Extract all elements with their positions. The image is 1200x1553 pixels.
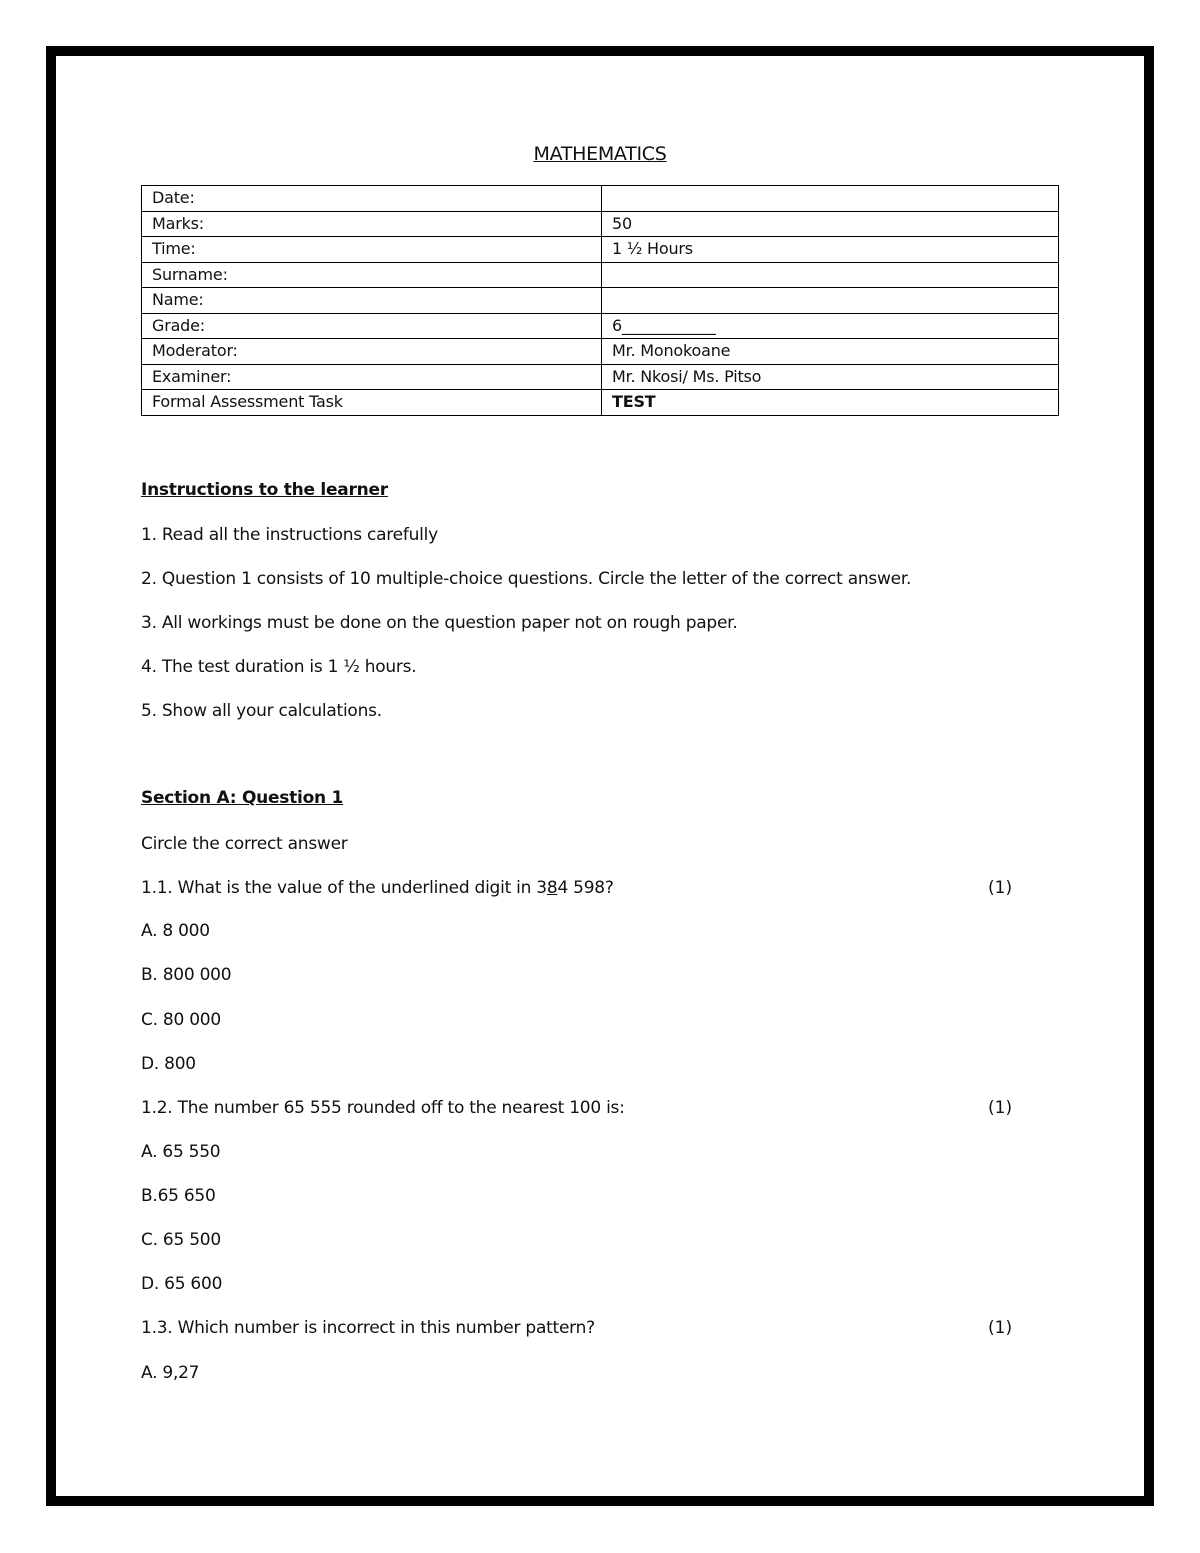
- surname-value: [602, 262, 1059, 288]
- answer-option: B.65 650: [141, 1186, 216, 1206]
- instructions-heading: Instructions to the learner: [141, 480, 388, 500]
- question-1-2: 1.2. The number 65 555 rounded off to the nearest 100 is:: [141, 1098, 625, 1118]
- name-value: [602, 288, 1059, 314]
- page-title: MATHEMATICS: [533, 143, 667, 165]
- answer-option: A. 65 550: [141, 1142, 221, 1162]
- question-text-end: 4 598?: [557, 878, 614, 898]
- question-1-3: 1.3. Which number is incorrect in this number pattern?: [141, 1318, 595, 1338]
- instruction-item: 2. Question 1 consists of 10 multiple-choice questions. Circle the letter of the correct answer.: [141, 569, 912, 589]
- question-marks: (1): [988, 878, 1013, 898]
- marks-value: 50: [602, 211, 1059, 237]
- table-row: [142, 364, 1059, 390]
- surname-label: Surname:: [142, 262, 602, 288]
- question-1-1: [141, 878, 614, 898]
- answer-option: C. 65 500: [141, 1230, 221, 1250]
- table-row: [142, 186, 1059, 212]
- task-label: Formal Assessment Task: [142, 390, 602, 416]
- answer-option: B. 800 000: [141, 965, 232, 985]
- date-value: [602, 186, 1059, 212]
- table-row: [142, 237, 1059, 263]
- table-row: [142, 313, 1059, 339]
- instruction-item: 4. The test duration is 1 ½ hours.: [141, 657, 417, 677]
- question-marks: (1): [988, 1318, 1013, 1338]
- examiner-value: Mr. Nkosi/ Ms. Pitso: [602, 364, 1059, 390]
- instruction-item: 3. All workings must be done on the question paper not on rough paper.: [141, 613, 738, 633]
- instruction-item: 1. Read all the instructions carefully: [141, 525, 438, 545]
- grade-label: Grade:: [142, 313, 602, 339]
- date-label: Date:: [142, 186, 602, 212]
- grade-value: 6____________: [602, 313, 1059, 339]
- table-row: [142, 390, 1059, 416]
- moderator-label: Moderator:: [142, 339, 602, 365]
- name-label: Name:: [142, 288, 602, 314]
- time-label: Time:: [142, 237, 602, 263]
- section-a-heading: Section A: Question 1: [141, 788, 344, 808]
- task-value: TEST: [602, 390, 1059, 416]
- answer-option: A. 9,27: [141, 1363, 200, 1383]
- underlined-digit: 8: [546, 878, 558, 898]
- moderator-value: Mr. Monokoane: [602, 339, 1059, 365]
- section-a-intro: Circle the correct answer: [141, 834, 348, 854]
- answer-option: D. 65 600: [141, 1274, 223, 1294]
- marks-label: Marks:: [142, 211, 602, 237]
- question-text: 1.1. What is the value of the underlined digit in 3: [141, 878, 547, 898]
- table-row: [142, 288, 1059, 314]
- table-row: [142, 211, 1059, 237]
- instruction-item: 5. Show all your calculations.: [141, 701, 382, 721]
- answer-option: C. 80 000: [141, 1010, 221, 1030]
- assessment-info-table: [141, 185, 1059, 416]
- answer-option: A. 8 000: [141, 921, 210, 941]
- table-row: [142, 262, 1059, 288]
- time-value: 1 ½ Hours: [602, 237, 1059, 263]
- examiner-label: Examiner:: [142, 364, 602, 390]
- answer-option: D. 800: [141, 1054, 196, 1074]
- question-marks: (1): [988, 1098, 1013, 1118]
- table-row: [142, 339, 1059, 365]
